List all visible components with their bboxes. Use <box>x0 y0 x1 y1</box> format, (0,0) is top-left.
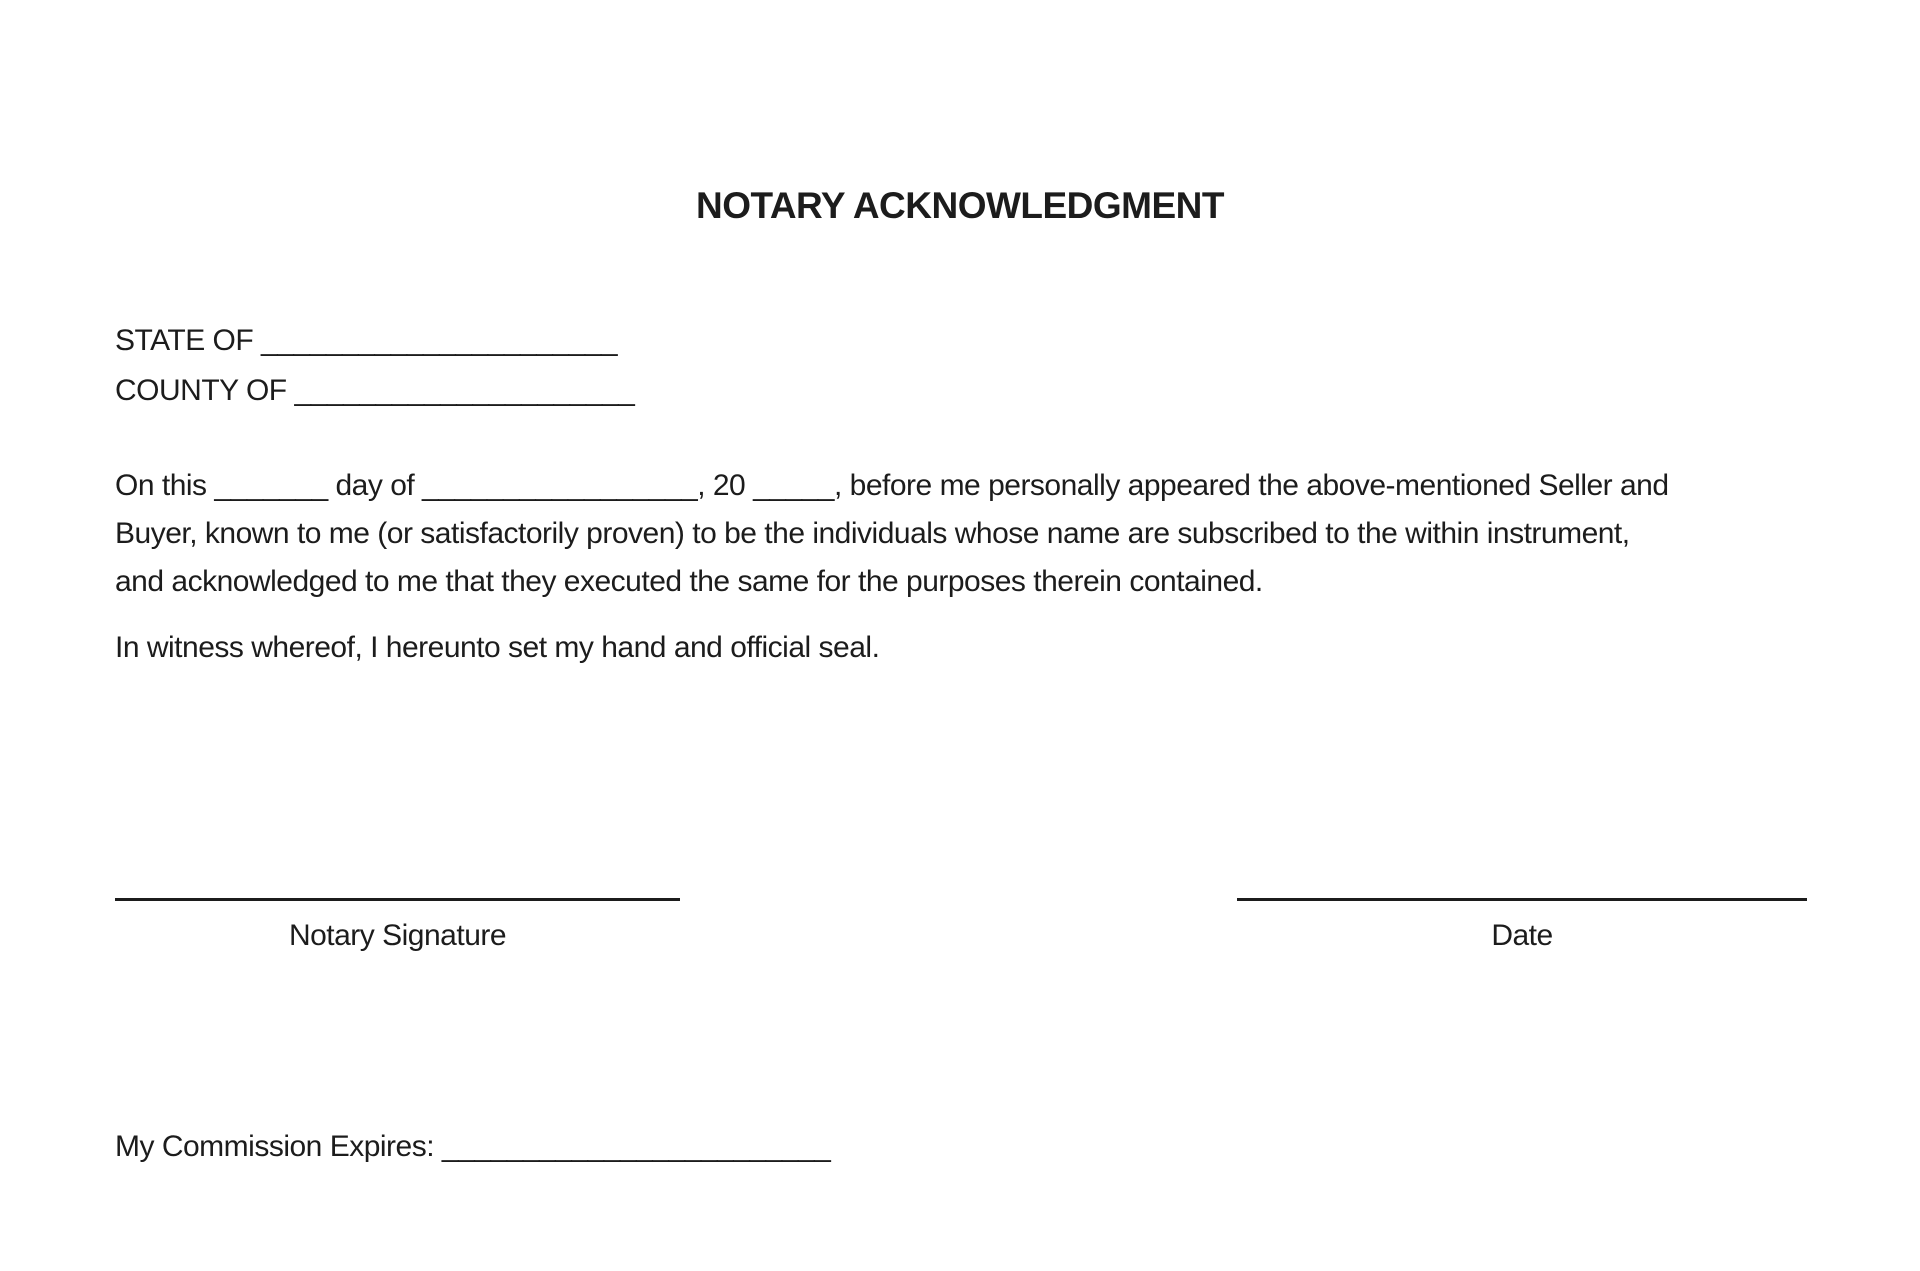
acknowledgment-paragraph <box>115 462 1669 606</box>
notary-signature-block <box>115 898 680 955</box>
commission-expires-line: My Commission Expires: ________________________ <box>115 1130 831 1163</box>
state-of-line: STATE OF ______________________ <box>115 324 618 357</box>
venue-block <box>115 316 634 416</box>
paragraph-line-1: On this _______ day of _________________, 20 _____, before me personally appeared the above-mentioned Seller and <box>115 469 1669 502</box>
date-block <box>1237 898 1807 955</box>
witness-statement: In witness whereof, I hereunto set my hand and official seal. <box>115 631 880 664</box>
document-title: NOTARY ACKNOWLEDGMENT <box>695 185 1225 226</box>
paragraph-line-2: Buyer, known to me (or satisfactorily proven) to be the individuals whose name are subscribed to the within instrument, <box>115 517 1630 550</box>
notary-signature-rule <box>115 898 680 901</box>
county-of-line: COUNTY OF _____________________ <box>115 374 635 407</box>
paragraph-line-3: and acknowledged to me that they executed the same for the purposes therein contained. <box>115 565 1263 598</box>
date-label: Date <box>1491 919 1553 952</box>
date-rule <box>1237 898 1807 901</box>
notary-signature-label: Notary Signature <box>288 919 507 952</box>
